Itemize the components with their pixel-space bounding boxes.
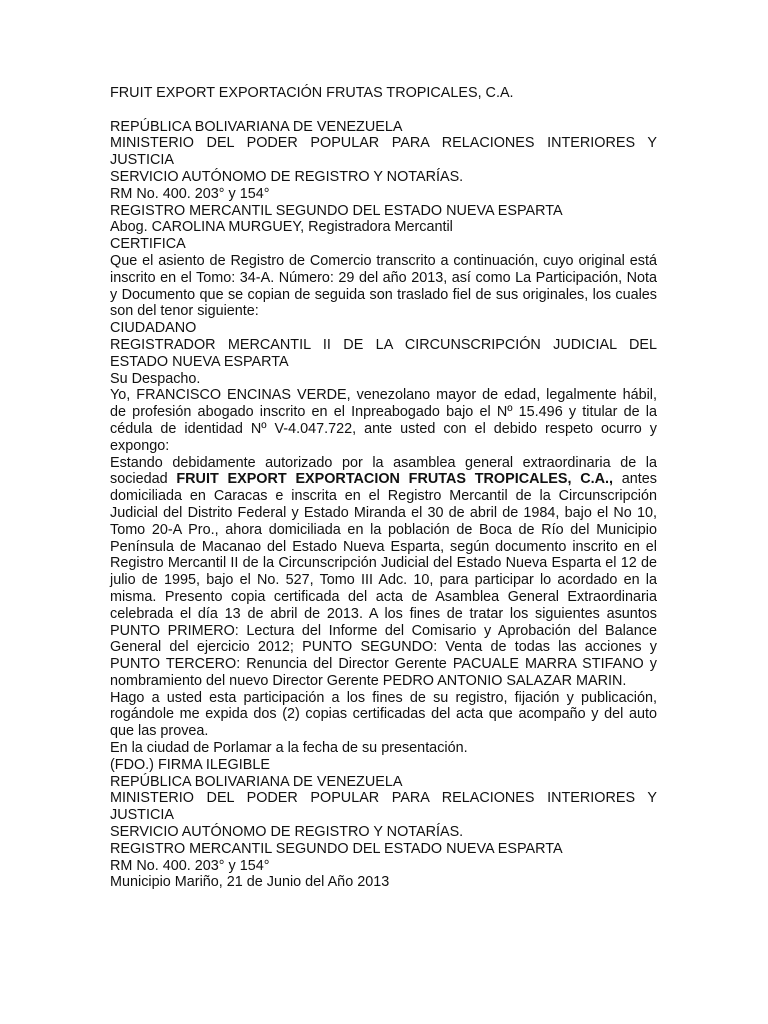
header-certifica: CERTIFICA	[110, 236, 186, 253]
footer-registry: REGISTRO MERCANTIL SEGUNDO DEL ESTADO NUEVA ESPARTA	[110, 840, 563, 857]
registry-header	[110, 119, 657, 253]
footer-service: SERVICIO AUTÓNOMO DE REGISTRO Y NOTARÍAS.	[110, 824, 464, 841]
header-registrar: Abog. CAROLINA MURGUEY, Registradora Mercantil	[110, 219, 453, 236]
body-paragraph-2-start: Estando debidamente autorizado por la asamblea general extraordinaria de la sociedad	[110, 454, 657, 488]
header-rm-number: RM No. 400. 203° y 154°	[110, 185, 270, 202]
footer-rm-number: RM No. 400. 203° y 154°	[110, 857, 270, 874]
header-service: SERVICIO AUTÓNOMO DE REGISTRO Y NOTARÍAS.	[110, 168, 464, 185]
registry-footer	[110, 774, 657, 892]
body-paragraph-1: Yo, FRANCISCO ENCINAS VERDE, venezolano mayor de edad, legalmente hábil, de profesión abogado inscrito en el Inpreabogado bajo el Nº 15.496 y titular de la cédula de identidad Nº V-4.047.722, ante usted con el debido respeto ocurro y expongo:	[110, 387, 657, 454]
header-registry: REGISTRO MERCANTIL SEGUNDO DEL ESTADO NUEVA ESPARTA	[110, 202, 563, 219]
body-paragraph-2-rest: antes domiciliada en Caracas e inscrita en el Registro Mercantil de la Circunscripción Judicial del Distrito Federal y Estado Miranda el 30 de abril de 1984, bajo el No 10, Tomo 20-A Pro., ahora domiciliada en la población de Boca de Río del Municipio Península de Macanao del Estado Nueva Esparta, según documento inscrito en el Registro Mercantil II de la Circunscripción Judicial del Estado Nueva Esparta el 12 de julio de 1995, bajo el No. 527, Tomo III Adc. 10, para participar lo acordado en la misma. Presento copia certificada del acta de Asamblea General Extraordinaria celebrada el día 13 de abril de 2013. A los fines de tratar los siguientes asuntos PUNTO PRIMERO: Lectura del Informe del Comisario y Aprobación del Balance General del ejercicio 2012; PUNTO SEGUNDO: Venta de todas las acciones y PUNTO TERCERO: Renuncia del Director Gerente PACUALE MARRA STIFANO y nombramiento del nuevo Director Gerente PEDRO ANTONIO SALAZAR MARIN.	[110, 471, 657, 689]
body-paragraph-4: En la ciudad de Porlamar a la fecha de su presentación.	[110, 740, 468, 757]
document-page	[110, 85, 657, 891]
body-paragraph-2	[110, 455, 657, 690]
certification-paragraph: Que el asiento de Registro de Comercio transcrito a continuación, cuyo original está inscrito en el Tomo: 34-A. Número: 29 del año 2013, así como La Participación, Nota y Documento que se copian de seguida son traslado fiel de sus originales, los cuales son del tenor siguiente:	[110, 252, 657, 320]
body-paragraph-3: Hago a usted esta participación a los fines de su registro, fijación y publicación, rogándole me expida dos (2) copias certificadas del acta que acompaño y del auto que las provea.	[110, 689, 657, 740]
addressee-despacho: Su Despacho.	[110, 370, 201, 387]
signature-line: (FDO.) FIRMA ILEGIBLE	[110, 756, 270, 773]
addressee-ciudadano: CIUDADANO	[110, 320, 197, 337]
addressee-office: REGISTRADOR MERCANTIL II DE LA CIRCUNSCRIPCIÓN JUDICIAL DEL ESTADO NUEVA ESPARTA	[110, 336, 657, 370]
company-name-bold: FRUIT EXPORT EXPORTACION FRUTAS TROPICALES, C.A.,	[176, 471, 614, 488]
footer-ministry: MINISTERIO DEL PODER POPULAR PARA RELACIONES INTERIORES Y JUSTICIA	[110, 790, 657, 824]
header-ministry: MINISTERIO DEL PODER POPULAR PARA RELACIONES INTERIORES Y JUSTICIA	[110, 135, 657, 169]
header-republic: REPÚBLICA BOLIVARIANA DE VENEZUELA	[110, 118, 403, 135]
addressee-block	[110, 320, 657, 387]
footer-republic: REPÚBLICA BOLIVARIANA DE VENEZUELA	[110, 773, 403, 790]
footer-place-date: Municipio Mariño, 21 de Junio del Año 2013	[110, 874, 390, 891]
document-title: FRUIT EXPORT EXPORTACIÓN FRUTAS TROPICALES, C.A.	[110, 85, 514, 101]
